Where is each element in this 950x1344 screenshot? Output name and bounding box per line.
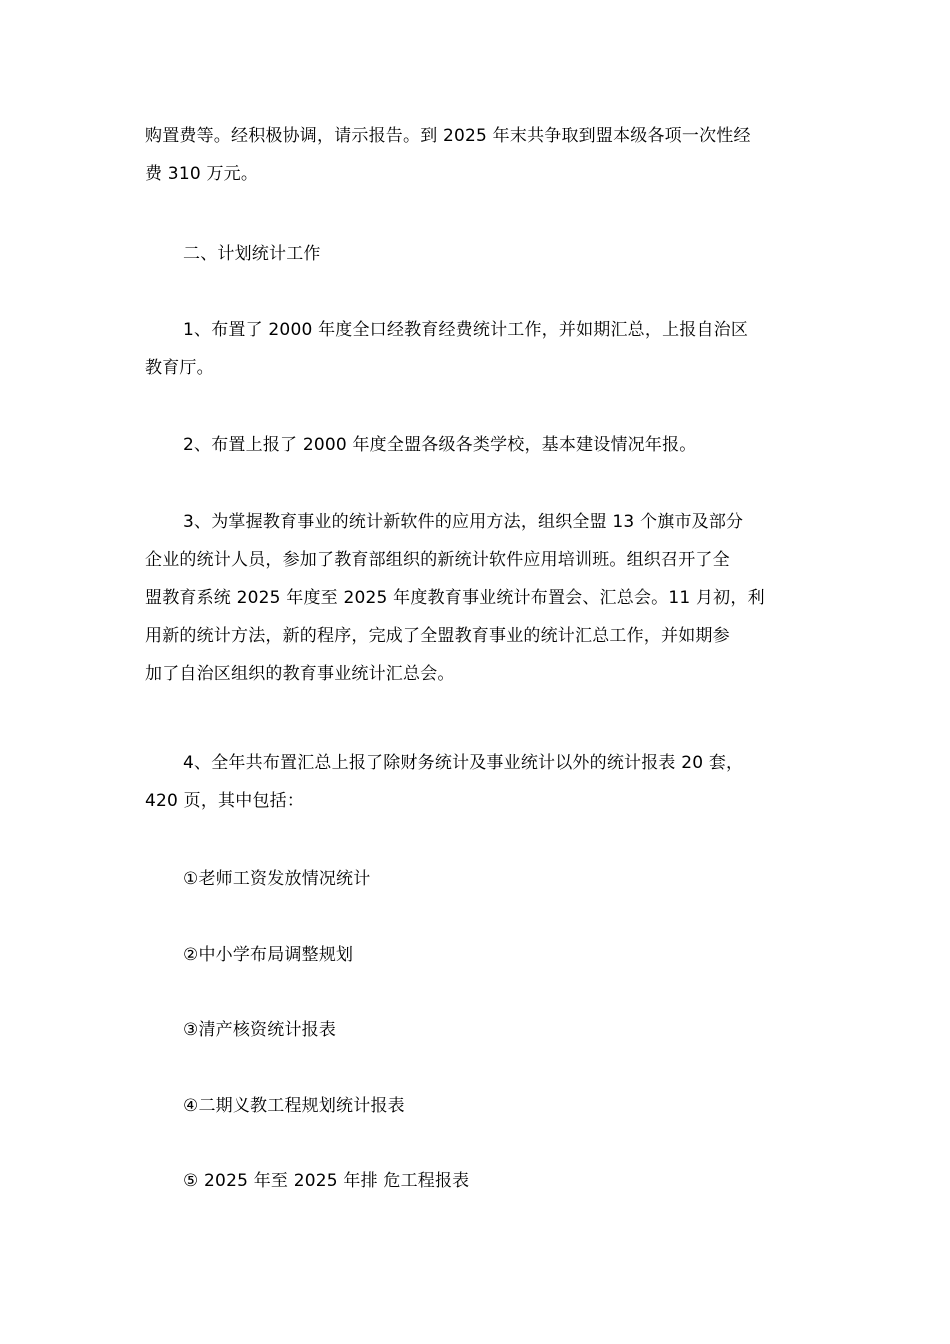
text-line: 费 310 万元。 [145,164,259,184]
text-line: 企业的统计人员，参加了教育部组织的新统计软件应用培训班。组织召开了全 [145,550,730,570]
sub-item-5 [145,1162,810,1200]
list-item-3 [145,503,810,693]
text-line: 4、全年共布置汇总上报了除财务统计及事业统计以外的统计报表 20 套， [183,753,744,773]
text-line: 用新的统计方法，新的程序，完成了全盟教育事业的统计汇总工作，并如期参 [145,626,730,646]
text-line: ③清产核资统计报表 [183,1020,337,1040]
list-item-2 [145,426,810,464]
sub-item-3 [145,1011,810,1049]
text-line: 2、布置上报了 2000 年度全盟各级各类学校，基本建设情况年报。 [183,435,697,455]
text-line: 420 页，其中包括： [145,791,305,811]
text-line: ①老师工资发放情况统计 [183,869,371,889]
heading-text: 二、计划统计工作 [183,244,321,264]
text-line: 加了自治区组织的教育事业统计汇总会。 [145,664,455,684]
sub-item-1 [145,860,810,898]
list-item-4 [145,744,810,820]
text-line: 购置费等。经积极协调，请示报告。到 2025 年末共争取到盟本级各项一次性经 [145,126,751,146]
text-line: ⑤ 2025 年至 2025 年排 危工程报表 [183,1171,470,1191]
sub-item-4 [145,1087,810,1125]
text-line: 1、布置了 2000 年度全口经教育经费统计工作，并如期汇总，上报自治区 [183,320,749,340]
paragraph-funding [145,117,810,193]
text-line: ②中小学布局调整规划 [183,945,354,965]
text-line: 盟教育系统 2025 年度至 2025 年度教育事业统计布置会、汇总会。11 月初，利 [145,588,765,608]
list-item-1 [145,311,810,387]
text-line: 3、为掌握教育事业的统计新软件的应用方法，组织全盟 13 个旗市及部分 [183,512,744,532]
sub-item-2 [145,936,810,974]
text-line: 教育厅。 [145,358,214,378]
text-line: ④二期义教工程规划统计报表 [183,1096,405,1116]
section-heading-planning-statistics [145,235,810,273]
